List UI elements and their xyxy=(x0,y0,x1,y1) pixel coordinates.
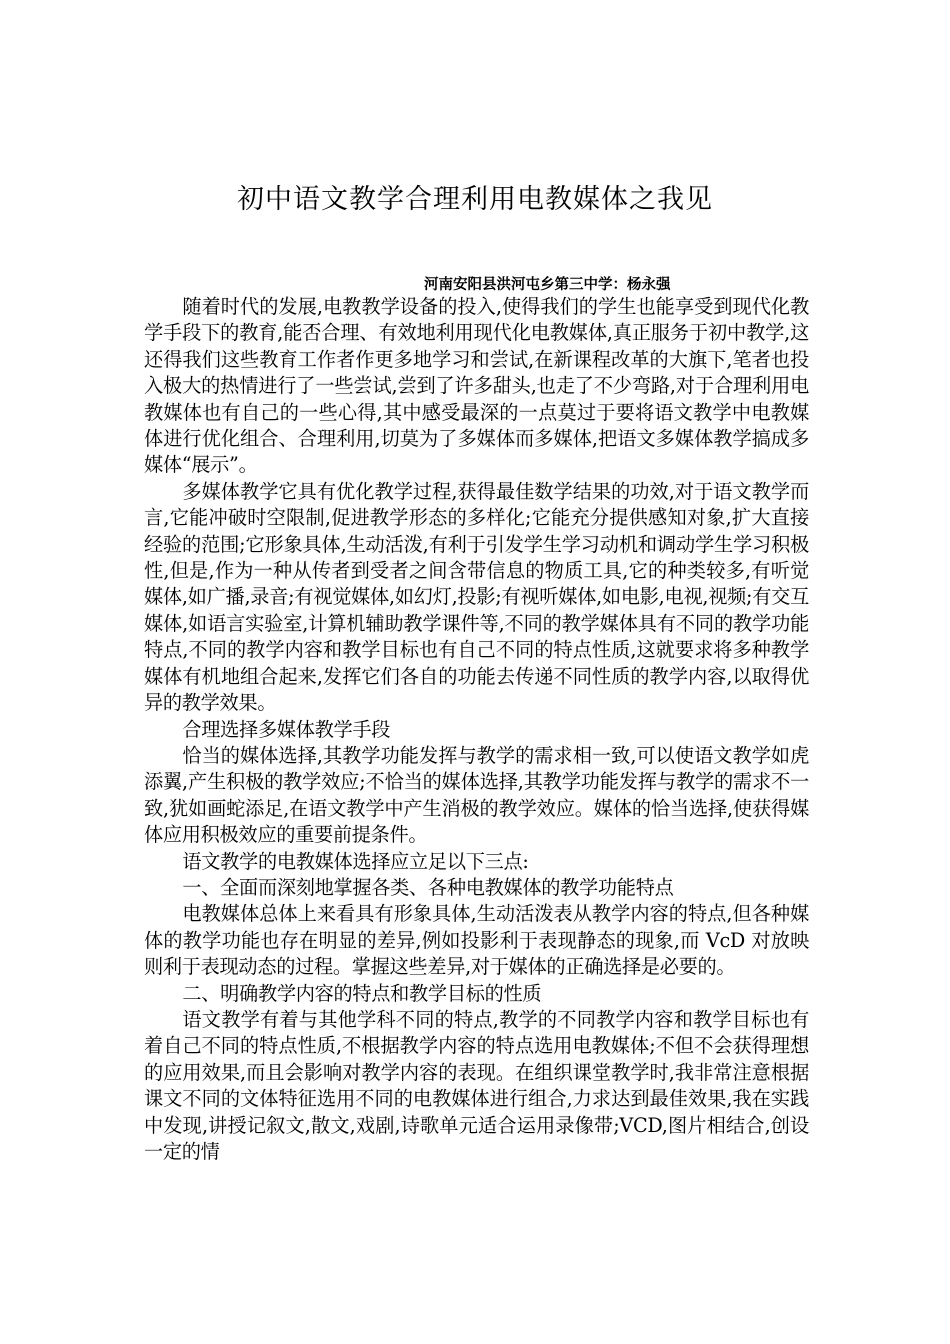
paragraph: 语文教学的电教媒体选择应立足以下三点: xyxy=(182,849,529,873)
document-body xyxy=(144,294,809,1165)
paragraph: 恰当的媒体选择,其教学功能发挥与教学的需求相一致,可以使语文教学如虎添翼,产生积极的教学效应;不恰当的媒体选择,其教学功能发挥与教学的需求不一致,犹如画蛇添足,在语文教学中产生消极的教学效应。媒体的恰当选择,使获得媒体应用积极效应的重要前提条件。 xyxy=(144,743,809,847)
author-byline: 河南安阳县洪河屯乡第三中学：杨永强 xyxy=(424,277,671,293)
document-title: 初中语文教学合理利用电教媒体之我见 xyxy=(237,184,713,215)
section-heading: 合理选择多媒体教学手段 xyxy=(182,717,391,741)
paragraph: 电教媒体总体上来看具有形象具体,生动活泼表从教学内容的特点,但各种媒体的教学功能也存在明显的差异,例如投影利于表现静态的现象,而 VcD 对放映则利于表现动态的过程。掌握这些差异,对于媒体的正确选择是必要的。 xyxy=(144,902,809,979)
paragraph: 随着时代的发展,电教教学设备的投入,使得我们的学生也能享受到现代化教学手段下的教育,能否合理、有效地利用现代化电教媒体,真正服务于初中教学,这还得我们这些教育工作者作更多地学习和尝试,在新课程改革的大旗下,笔者也投入极大的热情进行了一些尝试,尝到了许多甜头,也走了不少弯路,对于合理利用电教媒体也有自己的一些心得,其中感受最深的一点莫过于要将语文教学中电教媒体进行优化组合、合理利用,切莫为了多媒体而多媒体,把语文多媒体教学搞成多媒体“展示”。 xyxy=(144,295,809,477)
paragraph: 语文教学有着与其他学科不同的特点,教学的不同教学内容和教学目标也有着自己不同的特点性质,不根据教学内容的特点选用电教媒体;不但不会获得理想的应用效果,而且会影响对教学内容的表现。在组织课堂教学时,我非常注意根据课文不同的文体特征选用不同的电教媒体进行组合,力求达到最佳效果,我在实践中发现,讲授记叙文,散文,戏剧,诗歌单元适合运用录像带;VCD,图片相结合,创设一定的情 xyxy=(144,1007,809,1163)
section-heading: 二、明确教学内容的特点和教学目标的性质 xyxy=(182,981,542,1005)
section-heading: 一、全面而深刻地掌握各类、各种电教媒体的教学功能特点 xyxy=(182,875,674,899)
paragraph: 多媒体教学它具有优化教学过程,获得最佳数学结果的功效,对于语文教学而言,它能冲破时空限制,促进教学形态的多样化;它能充分提供感知对象,扩大直接经验的范围;它形象具体,生动活泼,有利于引发学生学习动机和调动学生学习积极性,但是,作为一种从传者到受者之间含带信息的物质工具,它的种类较多,有听觉媒体,如广播,录音;有视觉媒体,如幻灯,投影;有视听媒体,如电影,电视,视频;有交互媒体,如语言实验室,计算机辅助教学课件等,不同的教学媒体具有不同的教学功能特点,不同的教学内容和教学目标也有自己不同的特点性质,这就要求将多种教学媒体有机地组合起来,发挥它们各自的功能去传递不同性质的教学内容,以取得优异的教学效果。 xyxy=(144,479,809,715)
